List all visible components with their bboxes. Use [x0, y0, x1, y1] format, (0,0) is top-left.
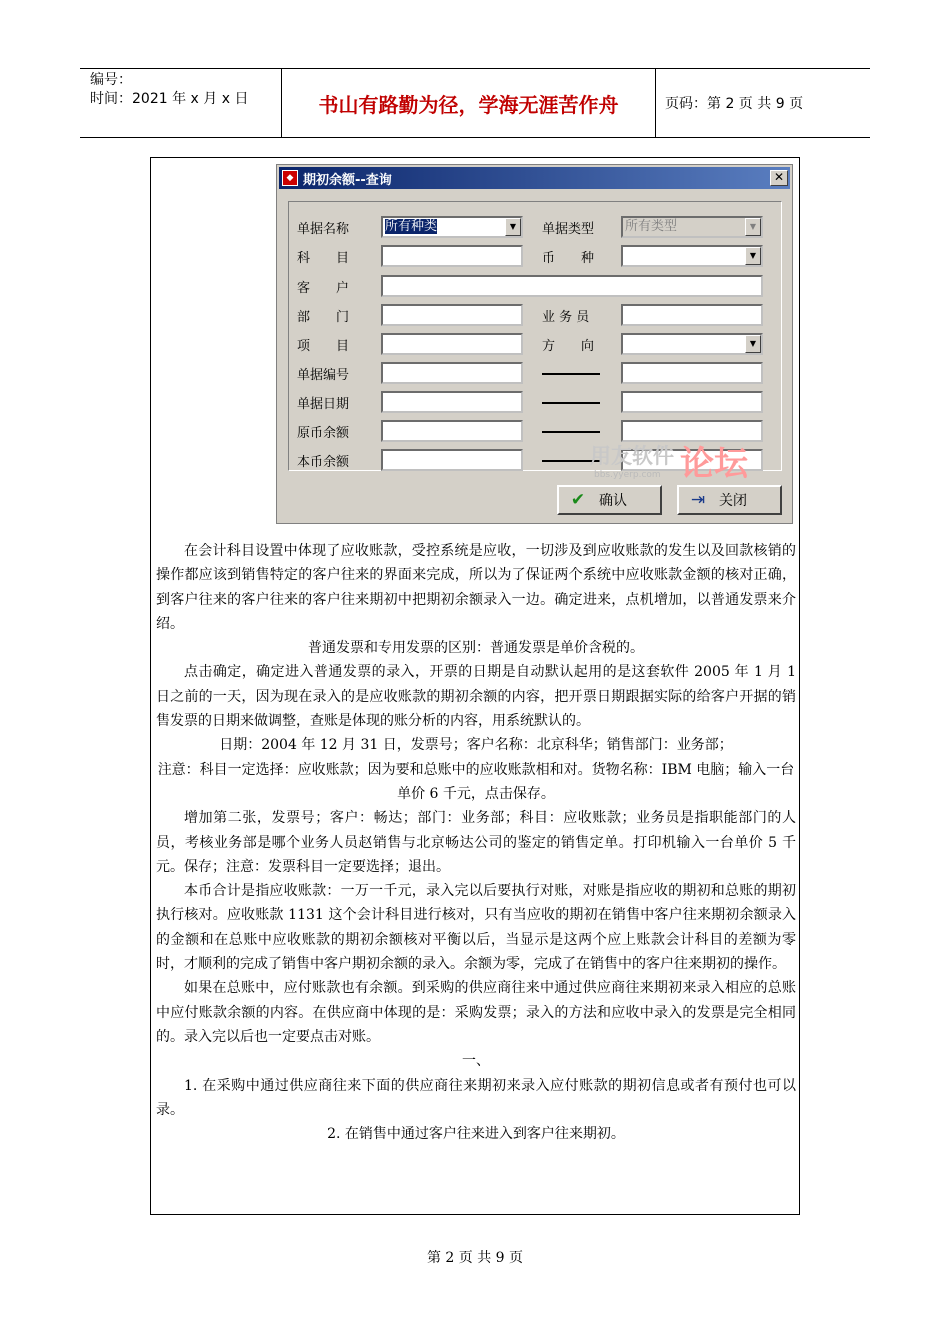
- project-field[interactable]: [381, 333, 523, 355]
- number-label: 编号：: [90, 72, 132, 88]
- chevron-down-icon[interactable]: ▼: [505, 218, 521, 236]
- orig-balance-from[interactable]: [381, 420, 523, 442]
- currency-label: 币 种: [542, 251, 595, 266]
- header-page-label: 页码：第 2 页 共 9 页: [665, 96, 804, 112]
- paragraph: 2. 在销售中通过客户往来进入到客户往来期初。: [327, 1126, 625, 1143]
- doc-name-label: 单据名称: [297, 222, 350, 237]
- customer-label: 客 户: [297, 281, 350, 296]
- local-balance-from[interactable]: [381, 449, 523, 471]
- chevron-down-icon[interactable]: ▼: [745, 218, 761, 236]
- paragraph: 增加第二张，发票号；客户：畅达；部门：业务部；科目：应收账款；业务员是指职能部门的人员，考核业务部是哪个业务人员赵销售与北京畅达公司的鉴定的销售定单。打印机输入一台单价 5 千元。保存；注意：发票科目一定要选择；退出。: [156, 810, 796, 875]
- doc-date-from[interactable]: [381, 391, 523, 413]
- range-dash: [542, 373, 600, 375]
- doc-no-label: 单据编号: [297, 368, 350, 383]
- doc-no-to[interactable]: [621, 362, 763, 384]
- time-label: 时间：2021 年 x 月 x 日: [90, 91, 249, 107]
- watermark-brand: 用友软件: [590, 444, 674, 468]
- local-balance-label: 本币余额: [297, 455, 350, 470]
- doc-type-label: 单据类型: [542, 222, 595, 237]
- paragraph: 日期：2004 年 12 月 31 日，发票号；客户名称：北京科华；销售部门：业务部；: [219, 737, 733, 754]
- paragraph: 一、: [462, 1053, 490, 1070]
- paragraph: 点击确定，确定进入普通发票的录入，开票的日期是自动默认起用的是这套软件 2005 年 1 月 1 日之前的一天，因为现在录入的是应收账款的期初余额的内容，把开票日期跟据实际的给客户开据的销售发票的日期来做调整，查账是体现的账分析的内容，用系统默认的。: [156, 664, 796, 730]
- header-meta: [80, 69, 282, 137]
- doc-date-to[interactable]: [621, 391, 763, 413]
- check-icon: ✔: [570, 490, 586, 510]
- salesman-label: 业 务 员: [542, 310, 590, 325]
- salesman-field[interactable]: [621, 304, 763, 326]
- project-label: 项 目: [297, 339, 350, 354]
- close-icon[interactable]: ✕: [770, 170, 788, 186]
- paragraph: 如果在总账中，应付账款也有余额。到采购的供应商往来中通过供应商往来期初来录入相应的总账中应付账款余额的内容。在供应商中体现的是：采购发票；录入的方法和应收中录入的发票是完全相同的。录入完以后也一定要点击对账。: [156, 980, 796, 1045]
- customer-field[interactable]: [381, 275, 763, 297]
- paragraph: 本币合计是指应收账款：一万一千元，录入完以后要执行对账，对账是指应收的期初和总账的期初执行核对。应收账款 1131 这个会计科目进行核对，只有当应收的期初在销售中客户往来期初余额录入的金额和在总账中应收账款的期初余额核对平衡以后，当显示是这两个应上账款会计科目的差额为零时，才顺利的完成了销售中客户期初余额的录入。余额为零，完成了在销售中的客户往来期初的操作。: [156, 883, 796, 973]
- doc-name-select[interactable]: [381, 216, 523, 238]
- confirm-label: 确认: [599, 493, 627, 509]
- body-text: [156, 539, 796, 1146]
- doc-date-label: 单据日期: [297, 397, 350, 412]
- page-footer: 第 2 页 共 9 页: [426, 1250, 524, 1266]
- range-dash: [542, 402, 600, 404]
- dialog-title: 期初余额--查询: [303, 173, 392, 188]
- close-button[interactable]: [677, 485, 782, 515]
- chevron-down-icon[interactable]: ▼: [745, 247, 761, 265]
- dialog-titlebar: [279, 167, 790, 189]
- currency-select[interactable]: [621, 245, 763, 267]
- paragraph: 在会计科目设置中体现了应收账款，受控系统是应收，一切涉及到应收账款的发生以及回款核销的操作都应该到销售特定的客户往来的界面来完成，所以为了保证两个系统中应收账款金额的核对正确，到客户往来的客户往来的客户往来期初中把期初余额录入一边。确定进来，点机增加，以普通发票来介绍。: [156, 543, 796, 632]
- direction-select[interactable]: [621, 333, 763, 355]
- header-motto: 书山有路勤为径，学海无涯苦作舟: [282, 69, 656, 137]
- paragraph: 1. 在采购中通过供应商往来下面的供应商往来期初来录入应付账款的期初信息或者有预付也可以录。: [156, 1077, 796, 1118]
- app-icon: ◆: [282, 170, 298, 186]
- chevron-down-icon[interactable]: ▼: [745, 335, 761, 353]
- orig-balance-label: 原币余额: [297, 426, 350, 441]
- department-field[interactable]: [381, 304, 523, 326]
- paragraph: 普通发票和专用发票的区别：普通发票是单价含税的。: [308, 640, 644, 657]
- doc-type-value: 所有类型: [625, 219, 678, 234]
- close-label: 关闭: [719, 493, 747, 509]
- confirm-button[interactable]: [557, 485, 662, 515]
- watermark-forum: 论坛: [680, 444, 748, 484]
- department-label: 部 门: [297, 310, 350, 325]
- paragraph: 注意：科目一定选择：应收账款；因为要和总账中的应收账款相和对。货物名称：IBM 电脑；输入一台单价 6 千元，点击保存。: [157, 761, 795, 802]
- watermark-url: bbs.yyerp.com: [594, 470, 661, 480]
- subject-label: 科 目: [297, 251, 350, 266]
- direction-label: 方 向: [542, 339, 595, 354]
- doc-no-from[interactable]: [381, 362, 523, 384]
- page-header: [80, 68, 870, 138]
- doc-type-select[interactable]: [621, 216, 763, 238]
- exit-door-icon: ⇥: [690, 490, 706, 510]
- range-dash: [542, 431, 600, 433]
- doc-name-value: 所有种类: [385, 219, 438, 234]
- subject-field[interactable]: [381, 245, 523, 267]
